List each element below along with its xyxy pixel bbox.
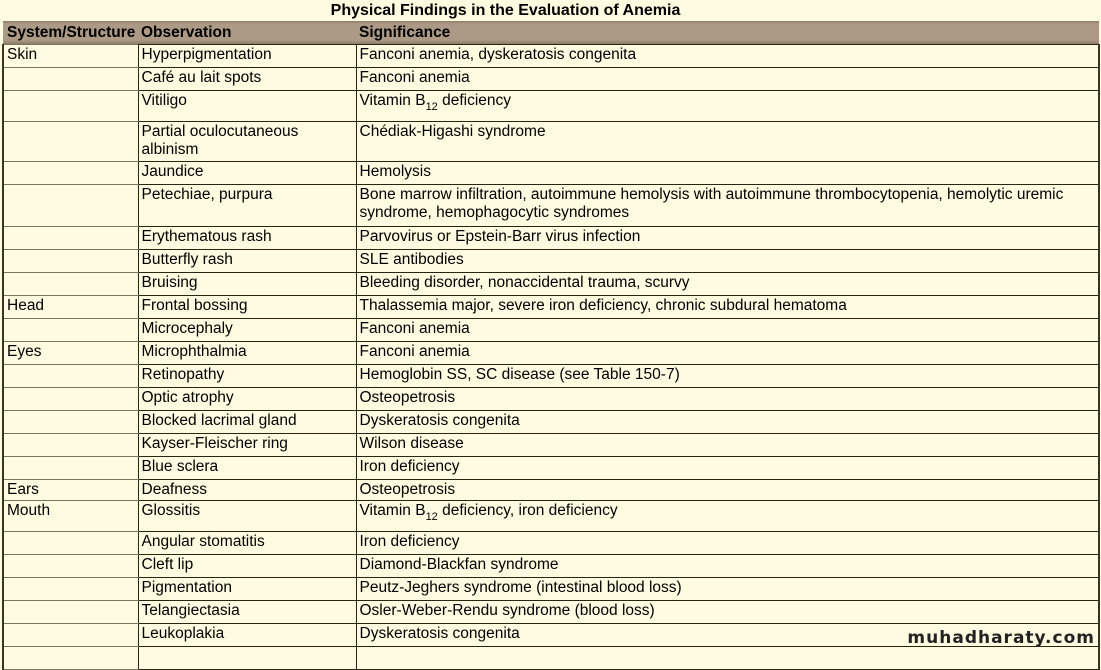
table-row xyxy=(3,342,1099,365)
cell-observation: Erythematous rash xyxy=(138,227,356,250)
table-row xyxy=(3,578,1099,601)
cell-significance: Osteopetrosis xyxy=(356,388,1099,411)
table-row xyxy=(3,457,1099,480)
findings-table xyxy=(2,21,1100,670)
cell-system xyxy=(3,250,138,273)
table-row xyxy=(3,601,1099,624)
cell-clipped xyxy=(3,647,138,670)
cell-observation: Blue sclera xyxy=(138,457,356,480)
cell-observation: Microcephaly xyxy=(138,319,356,342)
cell-significance: Fanconi anemia xyxy=(356,68,1099,91)
cell-system: Head xyxy=(3,296,138,319)
table-row xyxy=(3,68,1099,91)
cell-observation: Microphthalmia xyxy=(138,342,356,365)
significance-text: Vitamin B xyxy=(359,502,426,519)
table-row xyxy=(3,434,1099,457)
cell-significance xyxy=(356,91,1099,122)
cell-system xyxy=(3,434,138,457)
cell-system xyxy=(3,578,138,601)
column-header-significance: Significance xyxy=(356,21,1099,45)
cell-observation: Glossitis xyxy=(138,501,356,532)
cell-observation: Blocked lacrimal gland xyxy=(138,411,356,434)
cell-system: Eyes xyxy=(3,342,138,365)
cell-system xyxy=(3,532,138,555)
cell-observation: Leukoplakia xyxy=(138,624,356,647)
significance-text: deficiency, iron deficiency xyxy=(437,502,618,519)
cell-observation: Angular stomatitis xyxy=(138,532,356,555)
cell-observation: Partial oculocutaneous albinism xyxy=(138,122,356,162)
cell-system xyxy=(3,388,138,411)
cell-significance: Bleeding disorder, nonaccidental trauma, scurvy xyxy=(356,273,1099,296)
table-row xyxy=(3,532,1099,555)
cell-observation: Vitiligo xyxy=(138,91,356,122)
table-row xyxy=(3,480,1099,501)
cell-observation: Petechiae, purpura xyxy=(138,185,356,227)
significance-text: Vitamin B xyxy=(359,92,426,109)
cell-observation: Cleft lip xyxy=(138,555,356,578)
table-row xyxy=(3,227,1099,250)
cell-significance: Thalassemia major, severe iron deficiency, chronic subdural hematoma xyxy=(356,296,1099,319)
cell-system xyxy=(3,185,138,227)
cell-system: Mouth xyxy=(3,501,138,532)
table-row xyxy=(3,45,1099,68)
table-row xyxy=(3,501,1099,532)
cell-significance: Fanconi anemia, dyskeratosis congenita xyxy=(356,45,1099,68)
cell-system xyxy=(3,68,138,91)
cell-significance xyxy=(356,501,1099,532)
cell-system xyxy=(3,365,138,388)
significance-text: deficiency xyxy=(437,92,512,109)
cell-significance: Hemoglobin SS, SC disease (see Table 150-7) xyxy=(356,365,1099,388)
cell-significance: Dyskeratosis congenita xyxy=(356,411,1099,434)
cell-system xyxy=(3,624,138,647)
watermark: muhadharaty.com xyxy=(907,628,1095,648)
table-row-clipped xyxy=(3,647,1099,670)
cell-significance: Osteopetrosis xyxy=(356,480,1099,501)
cell-significance: Iron deficiency xyxy=(356,532,1099,555)
cell-clipped xyxy=(356,647,1099,670)
cell-system xyxy=(3,162,138,185)
cell-significance: Parvovirus or Epstein-Barr virus infection xyxy=(356,227,1099,250)
cell-significance: Peutz-Jeghers syndrome (intestinal blood loss) xyxy=(356,578,1099,601)
cell-significance: Hemolysis xyxy=(356,162,1099,185)
cell-significance: Osler-Weber-Rendu syndrome (blood loss) xyxy=(356,601,1099,624)
table-row xyxy=(3,365,1099,388)
cell-system xyxy=(3,411,138,434)
cell-system xyxy=(3,273,138,296)
cell-clipped xyxy=(138,647,356,670)
table-row xyxy=(3,250,1099,273)
cell-significance: Diamond-Blackfan syndrome xyxy=(356,555,1099,578)
table-row xyxy=(3,388,1099,411)
cell-observation: Deafness xyxy=(138,480,356,501)
table-row xyxy=(3,122,1099,162)
cell-significance: Chédiak-Higashi syndrome xyxy=(356,122,1099,162)
cell-system xyxy=(3,122,138,162)
cell-system: Skin xyxy=(3,45,138,68)
table-row xyxy=(3,319,1099,342)
cell-observation: Frontal bossing xyxy=(138,296,356,319)
cell-system: Ears xyxy=(3,480,138,501)
cell-observation: Optic atrophy xyxy=(138,388,356,411)
cell-system xyxy=(3,227,138,250)
cell-observation: Kayser-Fleischer ring xyxy=(138,434,356,457)
table-row xyxy=(3,555,1099,578)
cell-observation: Café au lait spots xyxy=(138,68,356,91)
cell-observation: Bruising xyxy=(138,273,356,296)
table-row xyxy=(3,411,1099,434)
table-row xyxy=(3,91,1099,122)
header-row xyxy=(3,21,1099,45)
subscript: 12 xyxy=(425,101,438,113)
cell-significance: Iron deficiency xyxy=(356,457,1099,480)
cell-system xyxy=(3,91,138,122)
table-row xyxy=(3,162,1099,185)
cell-system xyxy=(3,601,138,624)
cell-significance: Wilson disease xyxy=(356,434,1099,457)
table-row xyxy=(3,273,1099,296)
cell-observation: Retinopathy xyxy=(138,365,356,388)
cell-system xyxy=(3,319,138,342)
cell-observation: Jaundice xyxy=(138,162,356,185)
table-title-text: Physical Findings in the Evaluation of Anemia xyxy=(330,2,681,19)
cell-significance: Fanconi anemia xyxy=(356,319,1099,342)
table-row xyxy=(3,296,1099,319)
cell-observation: Telangiectasia xyxy=(138,601,356,624)
table-title xyxy=(0,1,1011,21)
cell-observation: Pigmentation xyxy=(138,578,356,601)
cell-significance: SLE antibodies xyxy=(356,250,1099,273)
cell-significance: Bone marrow infiltration, autoimmune hemolysis with autoimmune thrombocytopenia, hemolytic uremic syndrome, hemophagocytic syndromes xyxy=(356,185,1099,227)
cell-significance: Dyskeratosis congenita xyxy=(356,624,1099,647)
subscript: 12 xyxy=(425,511,438,523)
cell-observation: Butterfly rash xyxy=(138,250,356,273)
cell-observation: Hyperpigmentation xyxy=(138,45,356,68)
column-header-observation: Observation xyxy=(138,21,356,45)
column-header-system: System/Structure xyxy=(3,21,138,45)
cell-significance: Fanconi anemia xyxy=(356,342,1099,365)
cell-system xyxy=(3,555,138,578)
table-row xyxy=(3,185,1099,227)
cell-system xyxy=(3,457,138,480)
